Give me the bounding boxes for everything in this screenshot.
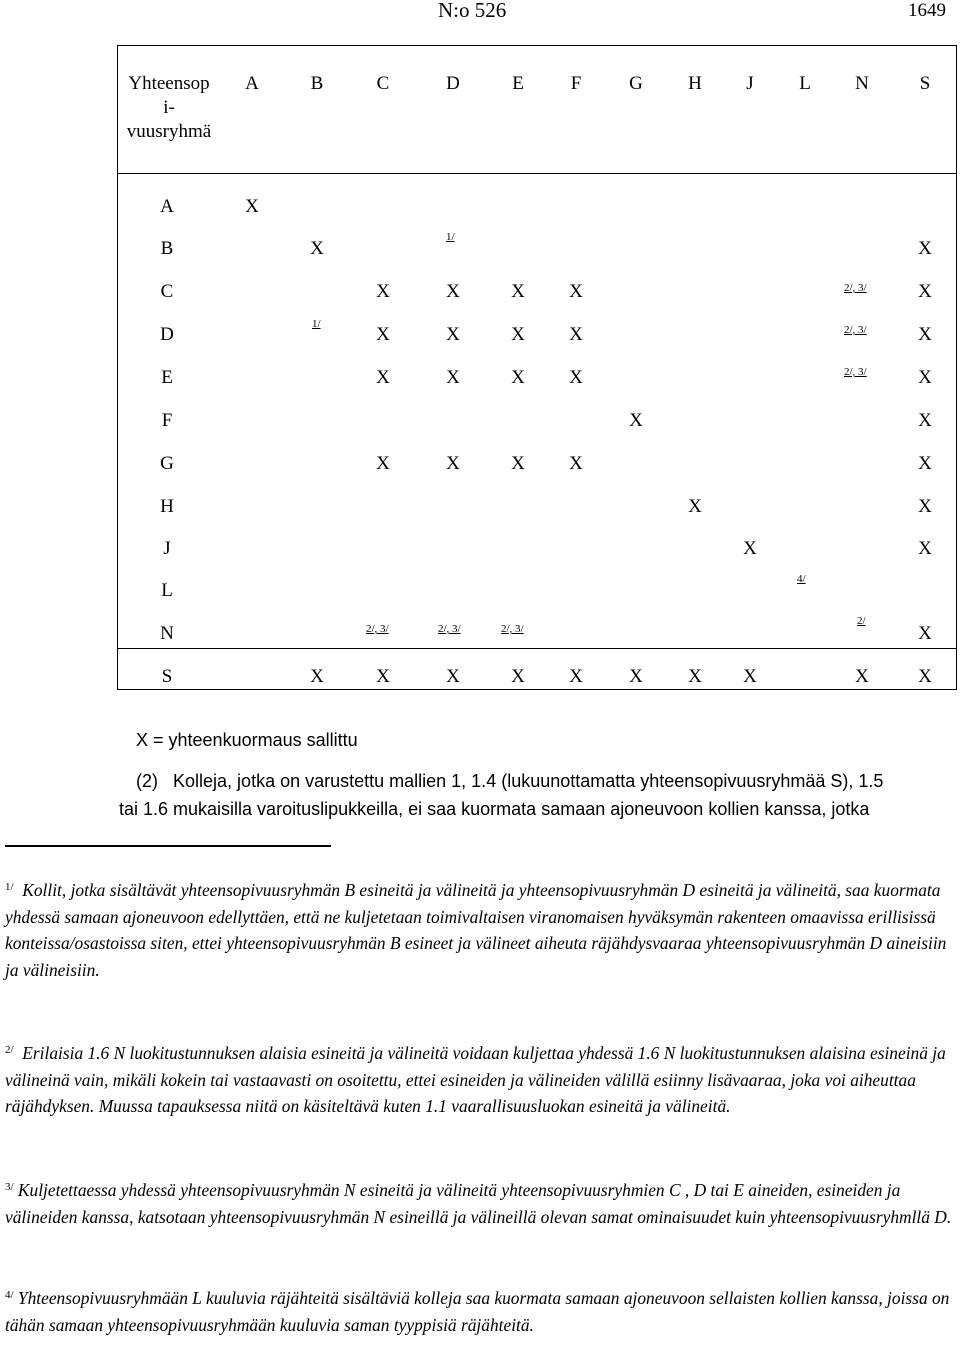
row-header: B [160,238,174,259]
compatibility-mark: X [511,324,525,345]
document-number: N:o 526 [438,0,507,22]
footnote-4 [5,1282,955,1338]
compatibility-mark: X [569,367,583,388]
compatibility-mark: X [743,538,757,559]
column-header: H [688,73,702,94]
table-legend: X = yhteenkuormaus sallittu [136,730,358,750]
column-header: N [855,73,869,94]
compatibility-mark: X [376,281,390,302]
compatibility-mark: X [918,623,932,644]
paragraph-line: tai 1.6 mukaisilla varoituslipukkeilla, ei saa kuormata samaan ajoneuvoon kollien kanssa, jotka [119,799,870,819]
compatibility-mark: X [918,410,932,431]
compatibility-mark: X [918,666,932,687]
compatibility-mark: X [310,666,324,687]
table-header-caption [120,72,218,144]
compatibility-mark: X [511,453,525,474]
footnote-ref: 1/ [312,318,321,330]
compatibility-mark: X [511,367,525,388]
footnote-ref: 4/ [797,573,806,585]
footnote-ref: 2/, 3/ [844,324,867,336]
compatibility-mark: X [511,281,525,302]
footnote-2 [5,1037,955,1120]
column-header: A [245,73,259,94]
compatibility-mark: X [688,496,702,517]
column-header: D [446,73,460,94]
compatibility-mark: X [376,367,390,388]
compatibility-mark: X [446,324,460,345]
table-row-rule [118,648,956,649]
column-header: G [629,73,643,94]
compatibility-mark: X [855,666,869,687]
footnote-ref: 2/, 3/ [844,282,867,294]
compatibility-mark: X [310,238,324,259]
compatibility-mark: X [688,666,702,687]
compatibility-mark: X [245,196,259,217]
compatibility-mark: X [446,666,460,687]
page-number: 1649 [908,0,946,21]
compatibility-mark: X [511,666,525,687]
compatibility-mark: X [918,324,932,345]
footnote-text: Kollit, jotka sisältävät yhteensopivuusryhmän B esineitä ja välineitä ja yhteensopivuusryhmän D esineitä ja välineitä, saa kuormata yhdessä samaan ajoneuvoon edellyttäen, että ne kuljetetaan toimivaltaisen viranomaisen hyväksymän rakenteen omaavissa erillisissä konteissa/osastoissa siten, ettei yhteensopivuusryhmän B esineet ja välineet aiheuta räjähdysvaaraa yhteensopivuusryhmän D aineisiin ja välineisiin. [5,880,947,980]
compatibility-mark: X [569,324,583,345]
compatibility-mark: X [569,666,583,687]
row-header: H [160,496,174,517]
footnote-separator [5,845,331,847]
row-header: N [160,623,174,644]
column-header: L [799,73,811,94]
row-header: C [160,281,174,302]
table-header-rule [118,173,956,174]
compatibility-mark: X [918,538,932,559]
compatibility-mark: X [376,324,390,345]
footnote-ref: 2/, 3/ [366,623,389,635]
compatibility-mark: X [918,238,932,259]
caption-line: i- [163,97,175,118]
footnote-ref: 2/, 3/ [438,623,461,635]
compatibility-mark: X [629,410,643,431]
row-header: F [161,410,173,431]
compatibility-mark: X [743,666,757,687]
compatibility-mark: X [376,453,390,474]
row-header: J [163,538,171,559]
compatibility-mark: X [446,367,460,388]
paragraph-number: (2) [136,771,158,791]
footnote-text: Kuljetettaessa yhdessä yhteensopivuusryhmän N esineitä ja välineitä yhteensopivuusryhmien C , D tai E aineiden, esineiden ja välineiden kanssa, katsotaan yhteensopivuusryhmän N esineillä ja välineillä olevan samat ominaisuudet kuin yhteensopivuusryhmllä D. [5,1180,952,1227]
footnote-mark: 3/ [5,1181,14,1193]
column-header: B [310,73,324,94]
column-header: S [919,73,931,94]
compatibility-mark: X [918,496,932,517]
compatibility-mark: X [629,666,643,687]
footnote-text: Yhteensopivuusryhmään L kuuluvia räjähteitä sisältäviä kolleja saa kuormata samaan ajoneuvoon sellaisten kollien kanssa, joissa on tähän samaan yhteensopivuusryhmään kuuluvia saman tyyppisiä räjähteitä. [5,1288,950,1335]
footnote-1 [5,874,955,983]
row-header: G [160,453,174,474]
footnote-ref: 2/ [857,615,866,627]
compatibility-mark: X [918,367,932,388]
compatibility-mark: X [918,453,932,474]
footnote-ref: 2/, 3/ [844,366,867,378]
column-header: E [512,73,524,94]
compatibility-mark: X [569,453,583,474]
compatibility-mark: X [918,281,932,302]
column-header: C [376,73,390,94]
row-header: D [160,324,174,345]
compatibility-mark: X [446,453,460,474]
paragraph-2 [119,767,936,823]
row-header: E [161,367,173,388]
paragraph-line: (2) Kolleja, jotka on varustettu mallien 1, 1.4 (lukuunottamatta yhteensopivuusryhmää S), 1.5 [136,767,936,795]
compatibility-mark: X [569,281,583,302]
compatibility-mark: X [446,281,460,302]
footnote-mark: 2/ [5,1044,14,1056]
column-header: J [746,73,754,94]
compatibility-table [117,45,957,690]
column-header: F [570,73,582,94]
footnote-text: Erilaisia 1.6 N luokitustunnuksen alaisia esineitä ja välineitä voidaan kuljettaa yhdessä 1.6 N luokitustunnuksen alaisina esineinä ja välineinä vain, mikäli kokein tai vastaavasti on osoitettu, ettei esineiden ja välineiden välillä esiinny lisävaaraa, joka voi aiheuttaa räjähdyksen. Muussa tapauksessa niitä on käsiteltävä kuten 1.1 vaarallisuusluokan esineitä ja välineitä. [5,1043,946,1116]
compatibility-mark: X [376,666,390,687]
row-header: S [161,666,173,687]
caption-line: Yhteensop [128,73,210,94]
footnote-ref: 1/ [446,231,455,243]
row-header: L [161,580,173,601]
row-header: A [160,196,174,217]
footnote-mark: 1/ [5,881,14,893]
footnote-3 [5,1174,955,1230]
footnote-mark: 4/ [5,1289,14,1301]
caption-line: vuusryhmä [126,121,212,142]
footnote-ref: 2/, 3/ [501,623,524,635]
